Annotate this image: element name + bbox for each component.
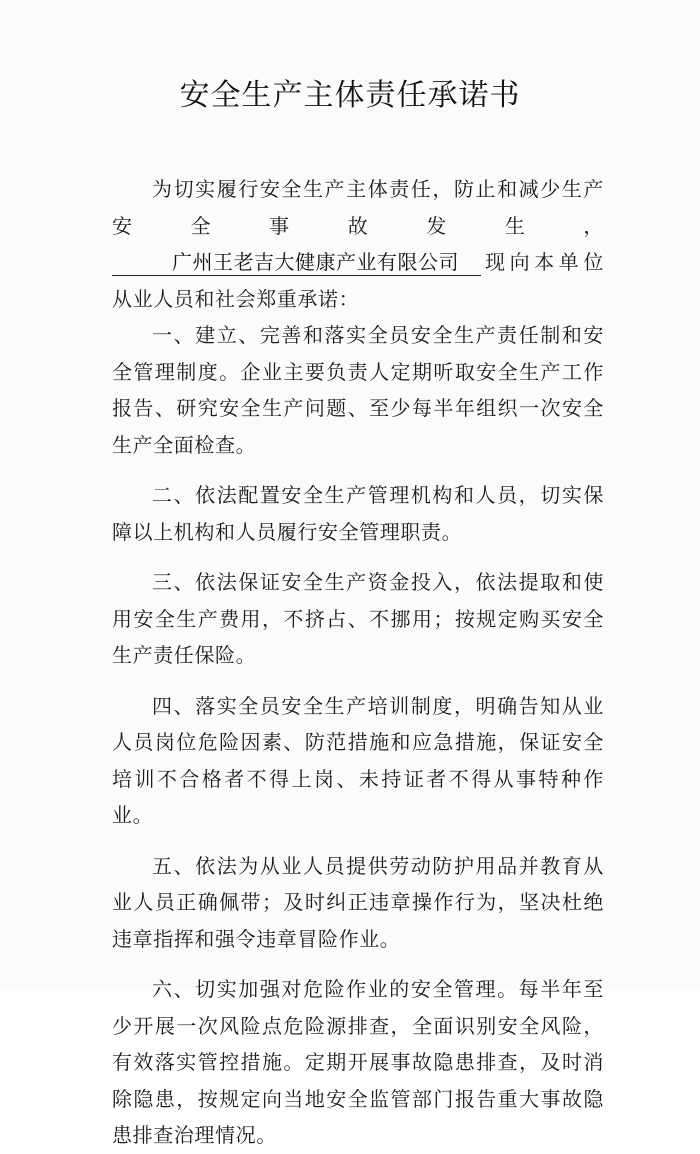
document-title: 安全生产主体责任承诺书 (179, 78, 521, 113)
commitment-paragraph-4: 四、落实全员安全生产培训制度，明确告知从业人员岗位危险因素、防范措施和应急措施，保证安全培训不合格者不得上岗、未持证者不得从事特种作业。 (112, 693, 604, 827)
company-name-fill: 广州王老吉大健康产业有限公司 (112, 249, 481, 276)
document-body (112, 171, 604, 1154)
commitment-paragraph-1: 一、建立、完善和落实全员安全生产责任制和安全管理制度。企业主要负责人定期听取安全生产工作报告、研究安全生产问题、至少每半年组织一次安全生产全面检查。 (112, 323, 604, 457)
intro-paragraph (112, 171, 604, 317)
commitment-paragraph-3: 三、依法保证安全生产资金投入，依法提取和使用安全生产费用，不挤占、不挪用；按规定购买安全生产责任保险。 (112, 570, 604, 667)
commitment-paragraph-6: 六、切实加强对危险作业的安全管理。每半年至少开展一次风险点危险源排查，全面识别安全风险，有效落实管控措施。定期开展事故隐患排查，及时消除隐患，按规定向当地安全监管部门报告重大事故隐患排查治理情况。 (112, 977, 604, 1147)
commitment-paragraph-2: 二、依法配置安全生产管理机构和人员，切实保障以上机构和人员履行安全管理职责。 (112, 483, 604, 544)
commitment-paragraph-5: 五、依法为从业人员提供劳动防护用品并教育从业人员正确佩带；及时纠正违章操作行为，坚决杜绝违章指挥和强令违章冒险作业。 (112, 853, 604, 951)
intro-text-continued: 现向本单位从业人员和社会郑重承诺： (112, 250, 604, 311)
intro-text: 为切实履行安全生产主体责任，防止和减少生产安全事故发生， (112, 177, 604, 238)
